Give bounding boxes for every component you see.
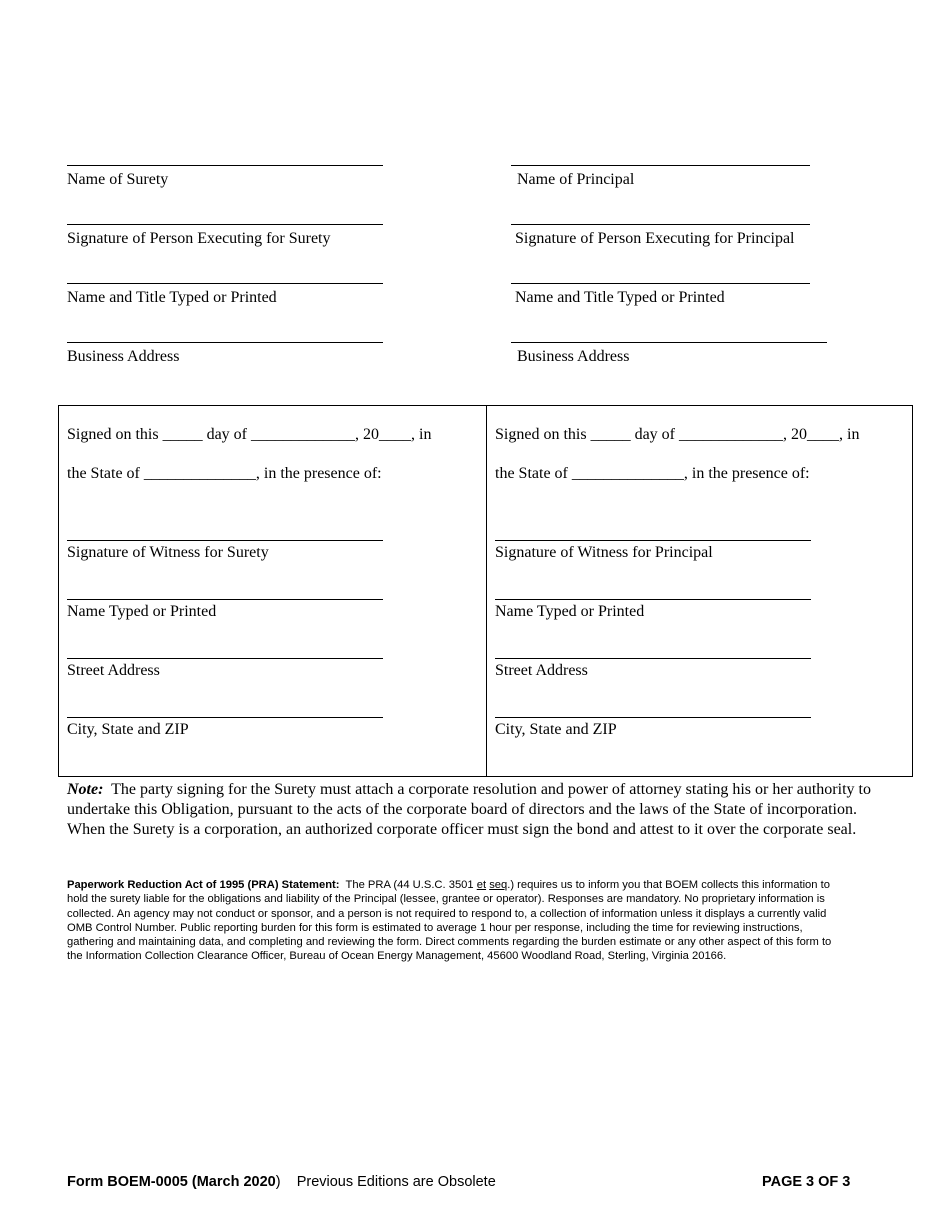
pra-seq: seq <box>489 879 508 891</box>
page-number: PAGE 3 OF 3 <box>762 1174 851 1190</box>
pra-et: et <box>476 879 487 891</box>
note-text: The party signing for the Surety must attach a corporate resolution and power of attorney stating his or her authority to undertake this Obligation, pursuant to the acts of the corporate board of directors and the laws of the State of incorporation. When the Surety is a corporation, an authorized corporate officer must sign the bond and attest to it over the corporate seal. <box>67 781 871 838</box>
principal-signature-label: Signature of Person Executing for Principal <box>515 230 795 247</box>
principal-witness-city-line[interactable] <box>495 717 811 718</box>
form-footer-left <box>67 1174 496 1191</box>
surety-witness-street-line[interactable] <box>67 658 383 659</box>
principal-name-label: Name of Principal <box>517 171 635 188</box>
principal-witness-name-label: Name Typed or Printed <box>495 603 645 620</box>
principal-signed-on-line[interactable]: Signed on this _____ day of _____________, 20____, in <box>495 426 860 443</box>
surety-signature-line[interactable] <box>67 224 383 225</box>
principal-address-line[interactable] <box>511 342 827 343</box>
principal-witness-name-line[interactable] <box>495 599 811 600</box>
note-heading: Note: <box>67 781 104 798</box>
surety-witness-city-label: City, State and ZIP <box>67 721 189 738</box>
surety-note <box>67 780 887 840</box>
surety-state-line[interactable]: the State of ______________, in the presence of: <box>67 465 382 482</box>
surety-witness-name-label: Name Typed or Printed <box>67 603 217 620</box>
principal-title-label: Name and Title Typed or Printed <box>515 289 725 306</box>
surety-witness-name-line[interactable] <box>67 599 383 600</box>
surety-signature-label: Signature of Person Executing for Surety <box>67 230 331 247</box>
principal-witness-street-label: Street Address <box>495 662 588 679</box>
surety-witness-signature-label: Signature of Witness for Surety <box>67 544 269 561</box>
surety-title-line[interactable] <box>67 283 383 284</box>
principal-title-line[interactable] <box>511 283 810 284</box>
principal-signature-line[interactable] <box>511 224 810 225</box>
pra-text-after: .) requires us to inform you that BOEM collects this information to hold the surety liable for the obligations and liability of the Principal (lessee, grantee or operator). Responses are mandatory. No proprietary information is collected. An agency may not conduct or sponsor, and a person is not required to respond to, a collection of information unless it displays a currently valid OMB Control Number. Public reporting burden for this form is estimated to average 1 hour per response, including the time for reviewing instructions, gathering and maintaining data, and completing and reviewing the form. Direct comments regarding the burden estimate or any other aspect of this form to the Information Collection Clearance Officer, Bureau of Ocean Energy Management, 45600 Woodland Road, Sterling, Virginia 20166. <box>67 879 832 963</box>
principal-witness-street-line[interactable] <box>495 658 811 659</box>
editions-note: Previous Editions are Obsolete <box>296 1174 496 1190</box>
principal-state-line[interactable]: the State of ______________, in the presence of: <box>495 465 810 482</box>
surety-title-label: Name and Title Typed or Printed <box>67 289 277 306</box>
witness-box-divider <box>486 405 487 777</box>
principal-witness-signature-label: Signature of Witness for Principal <box>495 544 713 561</box>
surety-signed-on-line[interactable]: Signed on this _____ day of _____________, 20____, in <box>67 426 432 443</box>
surety-address-label: Business Address <box>67 348 180 365</box>
principal-witness-signature-line[interactable] <box>495 540 811 541</box>
surety-name-line[interactable] <box>67 165 383 166</box>
pra-text-before: The PRA (44 U.S.C. 3501 <box>345 879 474 891</box>
principal-address-label: Business Address <box>517 348 630 365</box>
surety-witness-city-line[interactable] <box>67 717 383 718</box>
form-id-paren: ) <box>275 1174 281 1190</box>
surety-witness-signature-line[interactable] <box>67 540 383 541</box>
pra-statement <box>67 878 837 964</box>
pra-title: Paperwork Reduction Act of 1995 (PRA) Statement: <box>67 879 340 891</box>
surety-witness-street-label: Street Address <box>67 662 160 679</box>
surety-name-label: Name of Surety <box>67 171 169 188</box>
surety-address-line[interactable] <box>67 342 383 343</box>
principal-name-line[interactable] <box>511 165 810 166</box>
principal-witness-city-label: City, State and ZIP <box>495 721 617 738</box>
form-id: Form BOEM-0005 (March 2020 <box>67 1174 276 1190</box>
